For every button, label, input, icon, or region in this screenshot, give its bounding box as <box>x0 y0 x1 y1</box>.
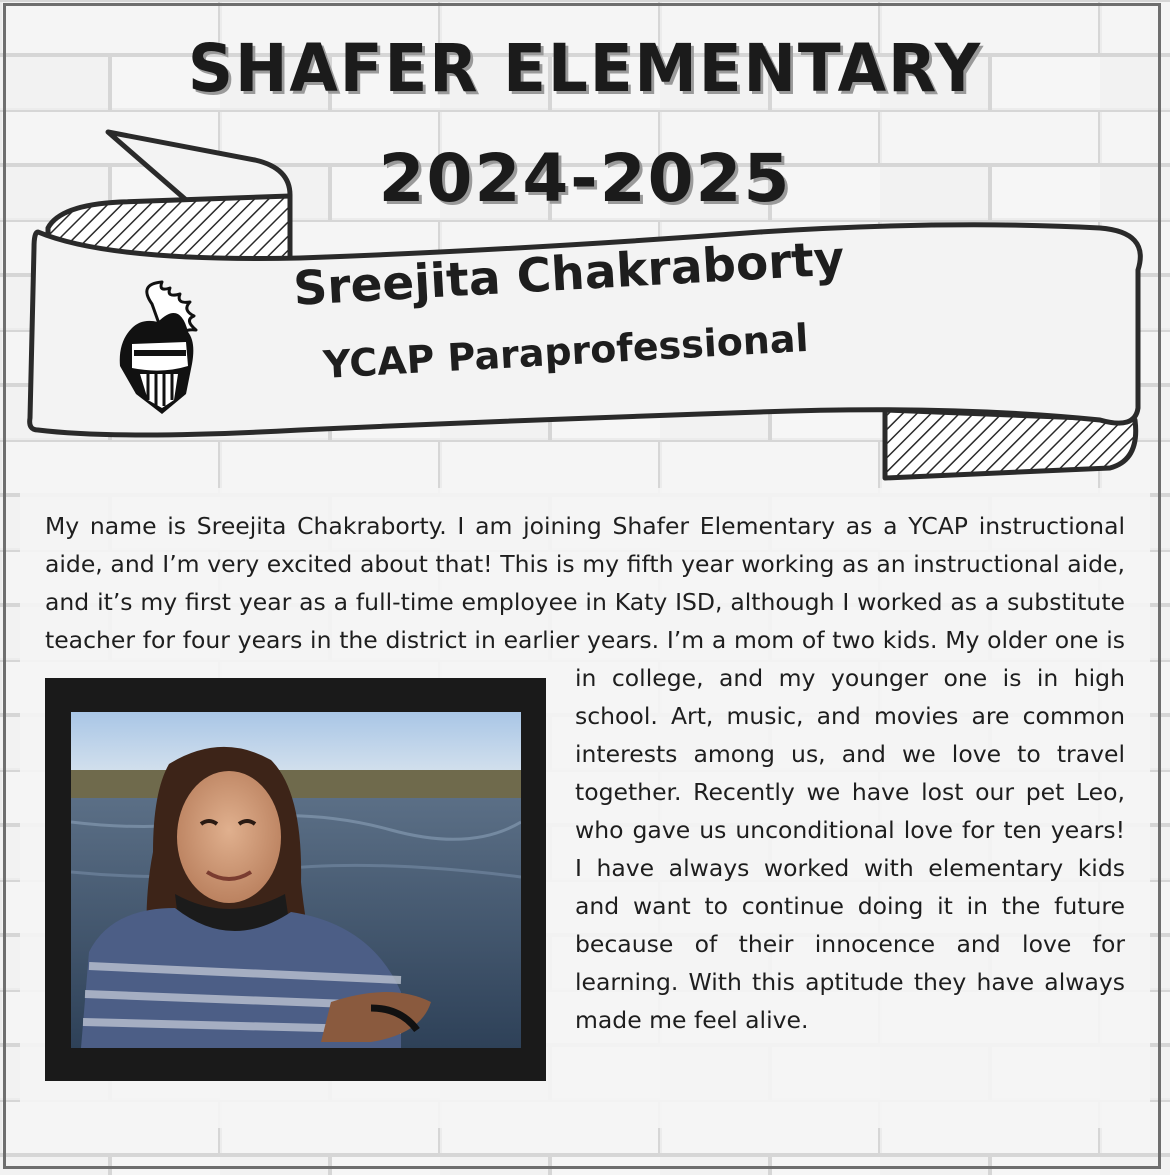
school-year: 2024-2025 <box>378 140 792 217</box>
school-title: SHAFER ELEMENTARY <box>187 30 983 107</box>
bio-text <box>45 507 1125 1099</box>
staff-role: YCAP Paraprofessional <box>322 315 810 387</box>
staff-name: Sreejita Chakraborty <box>292 231 846 317</box>
bio-photo-spacer <box>45 659 575 1099</box>
bio-paragraph: My name is Sreejita Chakraborty. I am joining Shafer Elementary as a YCAP instructional aide, and I’m very excited about that! This is my fifth year working as an instructional aide, and it’s my first year as a full-time employee in Katy ISD, although I worked as a substitute teacher for four years in the district in earlier years. I’m a mom of two kids. My older one is in college, and my younger one is in high school. Art, music, and movies are common interests among us, and we love to travel together. Recently we have lost our pet Leo, who gave us unconditional love for ten years! I have always worked with elementary kids and want to continue doing it in the future because of their innocence and love for learning. With this aptitude they have always made me feel alive. <box>45 512 1125 1034</box>
